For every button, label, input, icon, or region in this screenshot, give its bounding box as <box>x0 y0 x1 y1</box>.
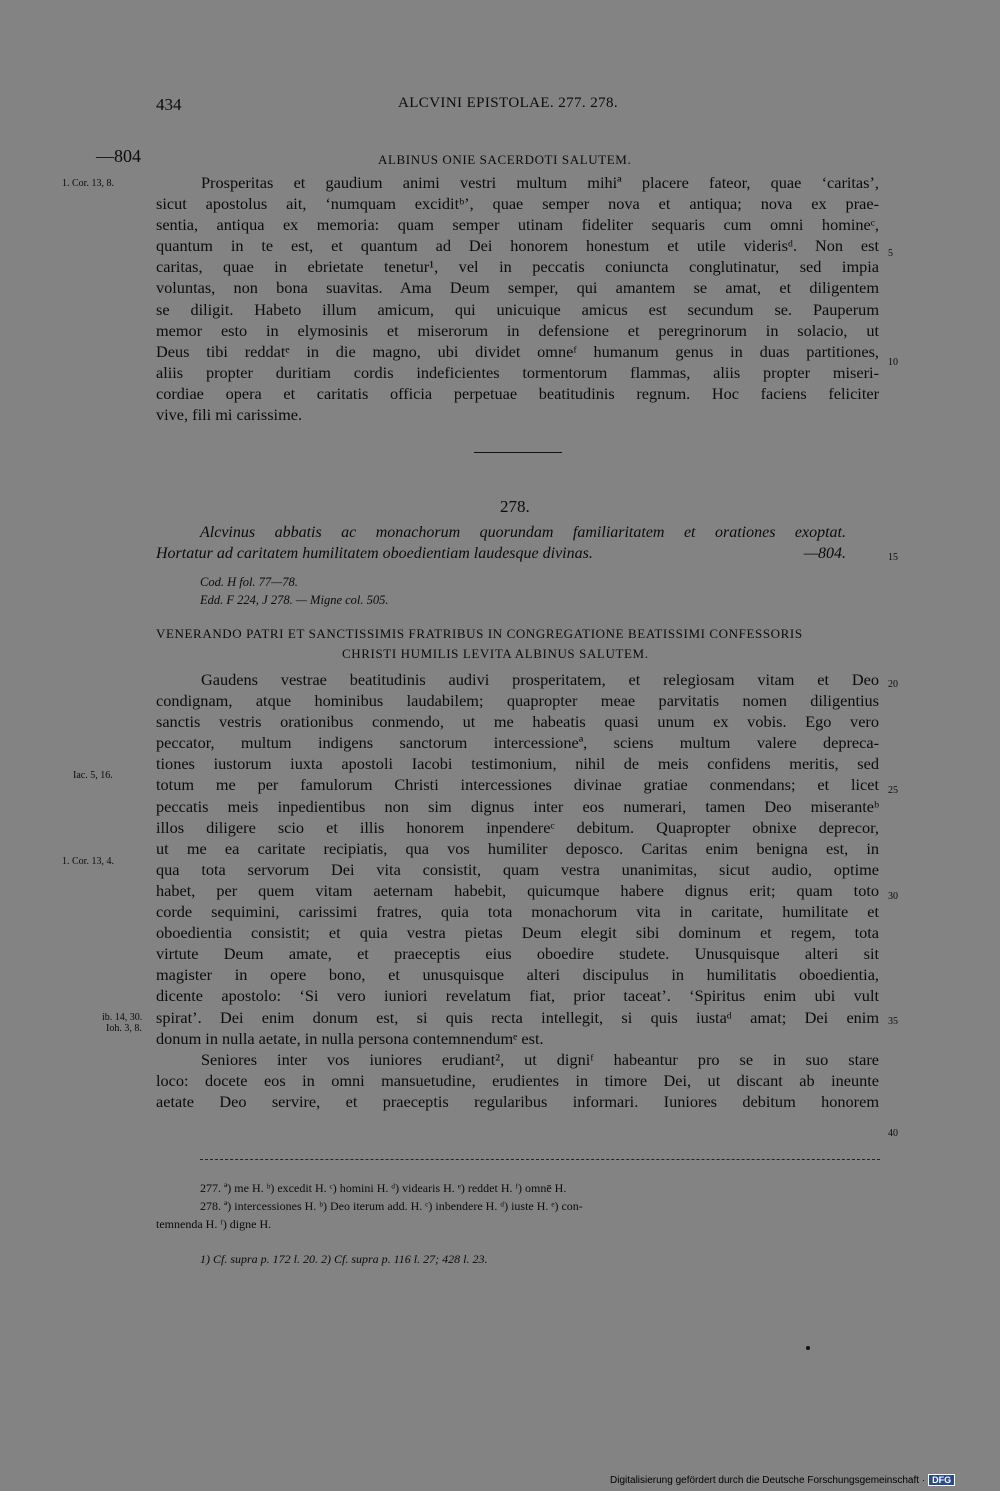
summary-line: Alcvinus abbatis ac monachorum quorundam familiaritatem et orationes exoptat. <box>200 524 846 541</box>
text-line: habet, per quem vitam aeternam habebit, quicumque habere dignus erit; quam toto <box>156 880 879 900</box>
footnote-line: 278. ª) intercessiones H. ᵇ) Deo iterum add. H. ᶜ) inbendere H. ᵈ) iuste H. ᵉ) con- <box>200 1199 583 1213</box>
margin-reference: 1. Cor. 13, 8. <box>62 178 114 189</box>
line-number: 15 <box>888 552 898 563</box>
letter-277-greeting: ALBINUS ONIE SACERDOTI SALUTEM. <box>378 152 632 167</box>
digitization-credit[interactable] <box>610 1474 955 1486</box>
letter-278-summary <box>156 522 846 564</box>
letter-277-body <box>156 172 879 425</box>
text-line: voluntas, non bona suavitas. Ama Deum semper, qui amantem se amat, et diligentem <box>156 278 879 298</box>
text-line: sanctis vestris orationibus conmendo, ut me habeatis quasi unum ex vobis. Ego vero <box>156 712 879 732</box>
text-line: Gaudens vestrae beatitudinis audivi prosperitatem, et relegiosam vitam et Deo <box>201 670 879 689</box>
text-line: magister in opere bono, et unusquisque alteri discipulus in humilitatis oboedientia, <box>156 965 879 985</box>
text-line: peccatis meis inpedientibus non sim dignus inter eos numerari, tamen Deo miseranteᵇ <box>156 796 879 816</box>
margin-reference: 1. Cor. 13, 4. <box>62 856 114 867</box>
text-line: vive, fili mi carissime. <box>156 405 303 425</box>
letter-278-body <box>156 669 879 1112</box>
footnote-divider <box>200 1159 880 1160</box>
letter-277-date: —804 <box>96 146 141 166</box>
footnote-line: temnenda H. ᶠ) digne H. <box>156 1217 272 1231</box>
credit-text: Digitalisierung gefördert durch die Deutsche Forschungsgemeinschaft · <box>610 1475 926 1486</box>
text-line: sentia, antiqua ex memoria: quam semper utinam fideliter sequaris cum omni homineᶜ, <box>156 215 879 235</box>
page-number: 434 <box>156 95 182 114</box>
editions-reference: Edd. F 224, J 278. — Migne col. 505. <box>200 593 389 607</box>
text-line: tiones iustorum iuxta apostoli Iacobi testimonium, nihil de meis confidens meritis, sed <box>156 754 879 774</box>
text-line: ut me ea caritate recipiatis, qua vos humiliter deposco. Caritas enim benigna est, in <box>156 838 879 858</box>
summary-date: —804. <box>803 545 846 562</box>
text-line: loco: docete eos in omni mansuetudine, erudientes in timore Dei, ut discant ab ineunte <box>156 1070 879 1090</box>
margin-reference: Iac. 5, 16. <box>73 770 113 781</box>
text-line: dicente apostolo: ‘Si vero iuniori revelatum fiat, prior taceat’. ‘Spiritus enim ubi vult <box>156 986 879 1006</box>
letter-278-greeting: VENERANDO PATRI ET SANCTISSIMIS FRATRIBUS IN CONGREGATIONE BEATISSIMI CONFESSORIS <box>156 626 803 641</box>
codex-reference: Cod. H fol. 77—78. <box>200 575 298 589</box>
text-line: illos diligere scio et illis honorem inpendereᶜ debitum. Quapropter obnixe deprecor, <box>156 817 879 837</box>
ink-speck <box>806 1346 810 1350</box>
letter-278-number: 278. <box>500 497 530 516</box>
text-line: aliis propter duritiam cordis indeficientes tormentorum flammas, aliis propter miseri- <box>156 362 879 382</box>
running-head: ALCVINI EPISTOLAE. 277. 278. <box>398 95 619 111</box>
text-line: virtute Deum amate, et praeceptis eius oboedire studete. Unusquisque alteri sit <box>156 944 879 964</box>
line-number: 35 <box>888 1016 898 1027</box>
text-line: condignam, atque hominibus laudabilem; quapropter meae parvitatis nomen diligentius <box>156 691 879 711</box>
margin-reference: Ioh. 3, 8. <box>106 1023 142 1034</box>
text-line: Seniores inter vos iuniores erudiant², ut digniᶠ habeantur pro se in suo stare <box>201 1049 879 1069</box>
text-line: memor esto in elymosinis et miserorum in defensione et peregrinorum in solacio, ut <box>156 320 879 340</box>
line-number: 20 <box>888 679 898 690</box>
footnote-line: 1) Cf. supra p. 172 l. 20. 2) Cf. supra p. 116 l. 27; 428 l. 23. <box>200 1252 488 1266</box>
text-line: cordiae opera et caritatis officia perpetuae beatitudinis regnum. Hoc faciens feliciter <box>156 383 879 403</box>
text-line: se diligit. Habeto illum amicum, qui unicuique amicus est secundum se. Pauperum <box>156 299 879 319</box>
text-line: corde sequimini, carissimi fratres, quia tota monachorum vita in caritate, humilitate et <box>156 902 879 922</box>
text-line: peccator, multum indigens sanctorum intercessioneª, sciens multum valere depreca- <box>156 733 879 753</box>
summary-text: Hortatur ad caritatem humilitatem oboedientiam laudesque divinas. <box>156 545 593 562</box>
text-line: aetate Deo servire, et praeceptis regularibus informari. Iuniores debitum honorem <box>156 1091 879 1111</box>
text-line: oboedientia consistit; et quia vestra pietas Deum elegit sibi dominum et regem, tota <box>156 923 879 943</box>
section-divider <box>474 452 562 453</box>
text-line: sicut apostolus ait, ‘numquam exciditᵇ’, quae semper nova et antiqua; nova ex prae- <box>156 194 879 214</box>
text-line: qua tota servorum Dei vita consistit, quam vestra unanimitas, sicut audio, optime <box>156 859 879 879</box>
line-number: 25 <box>888 785 898 796</box>
margin-reference: ib. 14, 30. <box>102 1012 143 1023</box>
text-line: donum in nulla aetate, in nulla persona contemnendumᵉ est. <box>156 1028 544 1048</box>
text-line: caritas, quae in ebrietate tenetur¹, vel in peccatis coniuncta conglutinatur, sed impia <box>156 257 879 277</box>
footnote-line: 277. ª) me H. ᵇ) excedit H. ᶜ) homini H. ᵈ) videaris H. ᵉ) reddet H. ᶠ) omnē H. <box>200 1181 567 1195</box>
text-line: totum me per famulorum Christi intercessiones divinae gratiae conmendans; et licet <box>156 775 879 795</box>
text-line: spirat’. Dei enim donum est, si quis recta intellegit, si quis iustaᵈ amat; Dei enim <box>156 1007 879 1027</box>
text-line: quantum in te est, et quantum ad Dei honorem honestum et utile viderisᵈ. Non est <box>156 236 879 256</box>
line-number: 40 <box>888 1128 898 1139</box>
line-number: 30 <box>888 891 898 902</box>
summary-line-2 <box>156 543 846 564</box>
letter-278-greeting-2: CHRISTI HUMILIS LEVITA ALBINUS SALUTEM. <box>342 646 649 661</box>
text-line: Deus tibi reddatᵉ in die magno, ubi dividet omneᶠ humanum genus in duas partitiones, <box>156 341 879 361</box>
text-line: Prosperitas et gaudium animi vestri multum mihiª placere fateor, quae ‘caritas’, <box>201 173 879 192</box>
dfg-logo: DFG <box>928 1474 955 1486</box>
line-number: 5 <box>888 248 893 259</box>
line-number: 10 <box>888 357 898 368</box>
